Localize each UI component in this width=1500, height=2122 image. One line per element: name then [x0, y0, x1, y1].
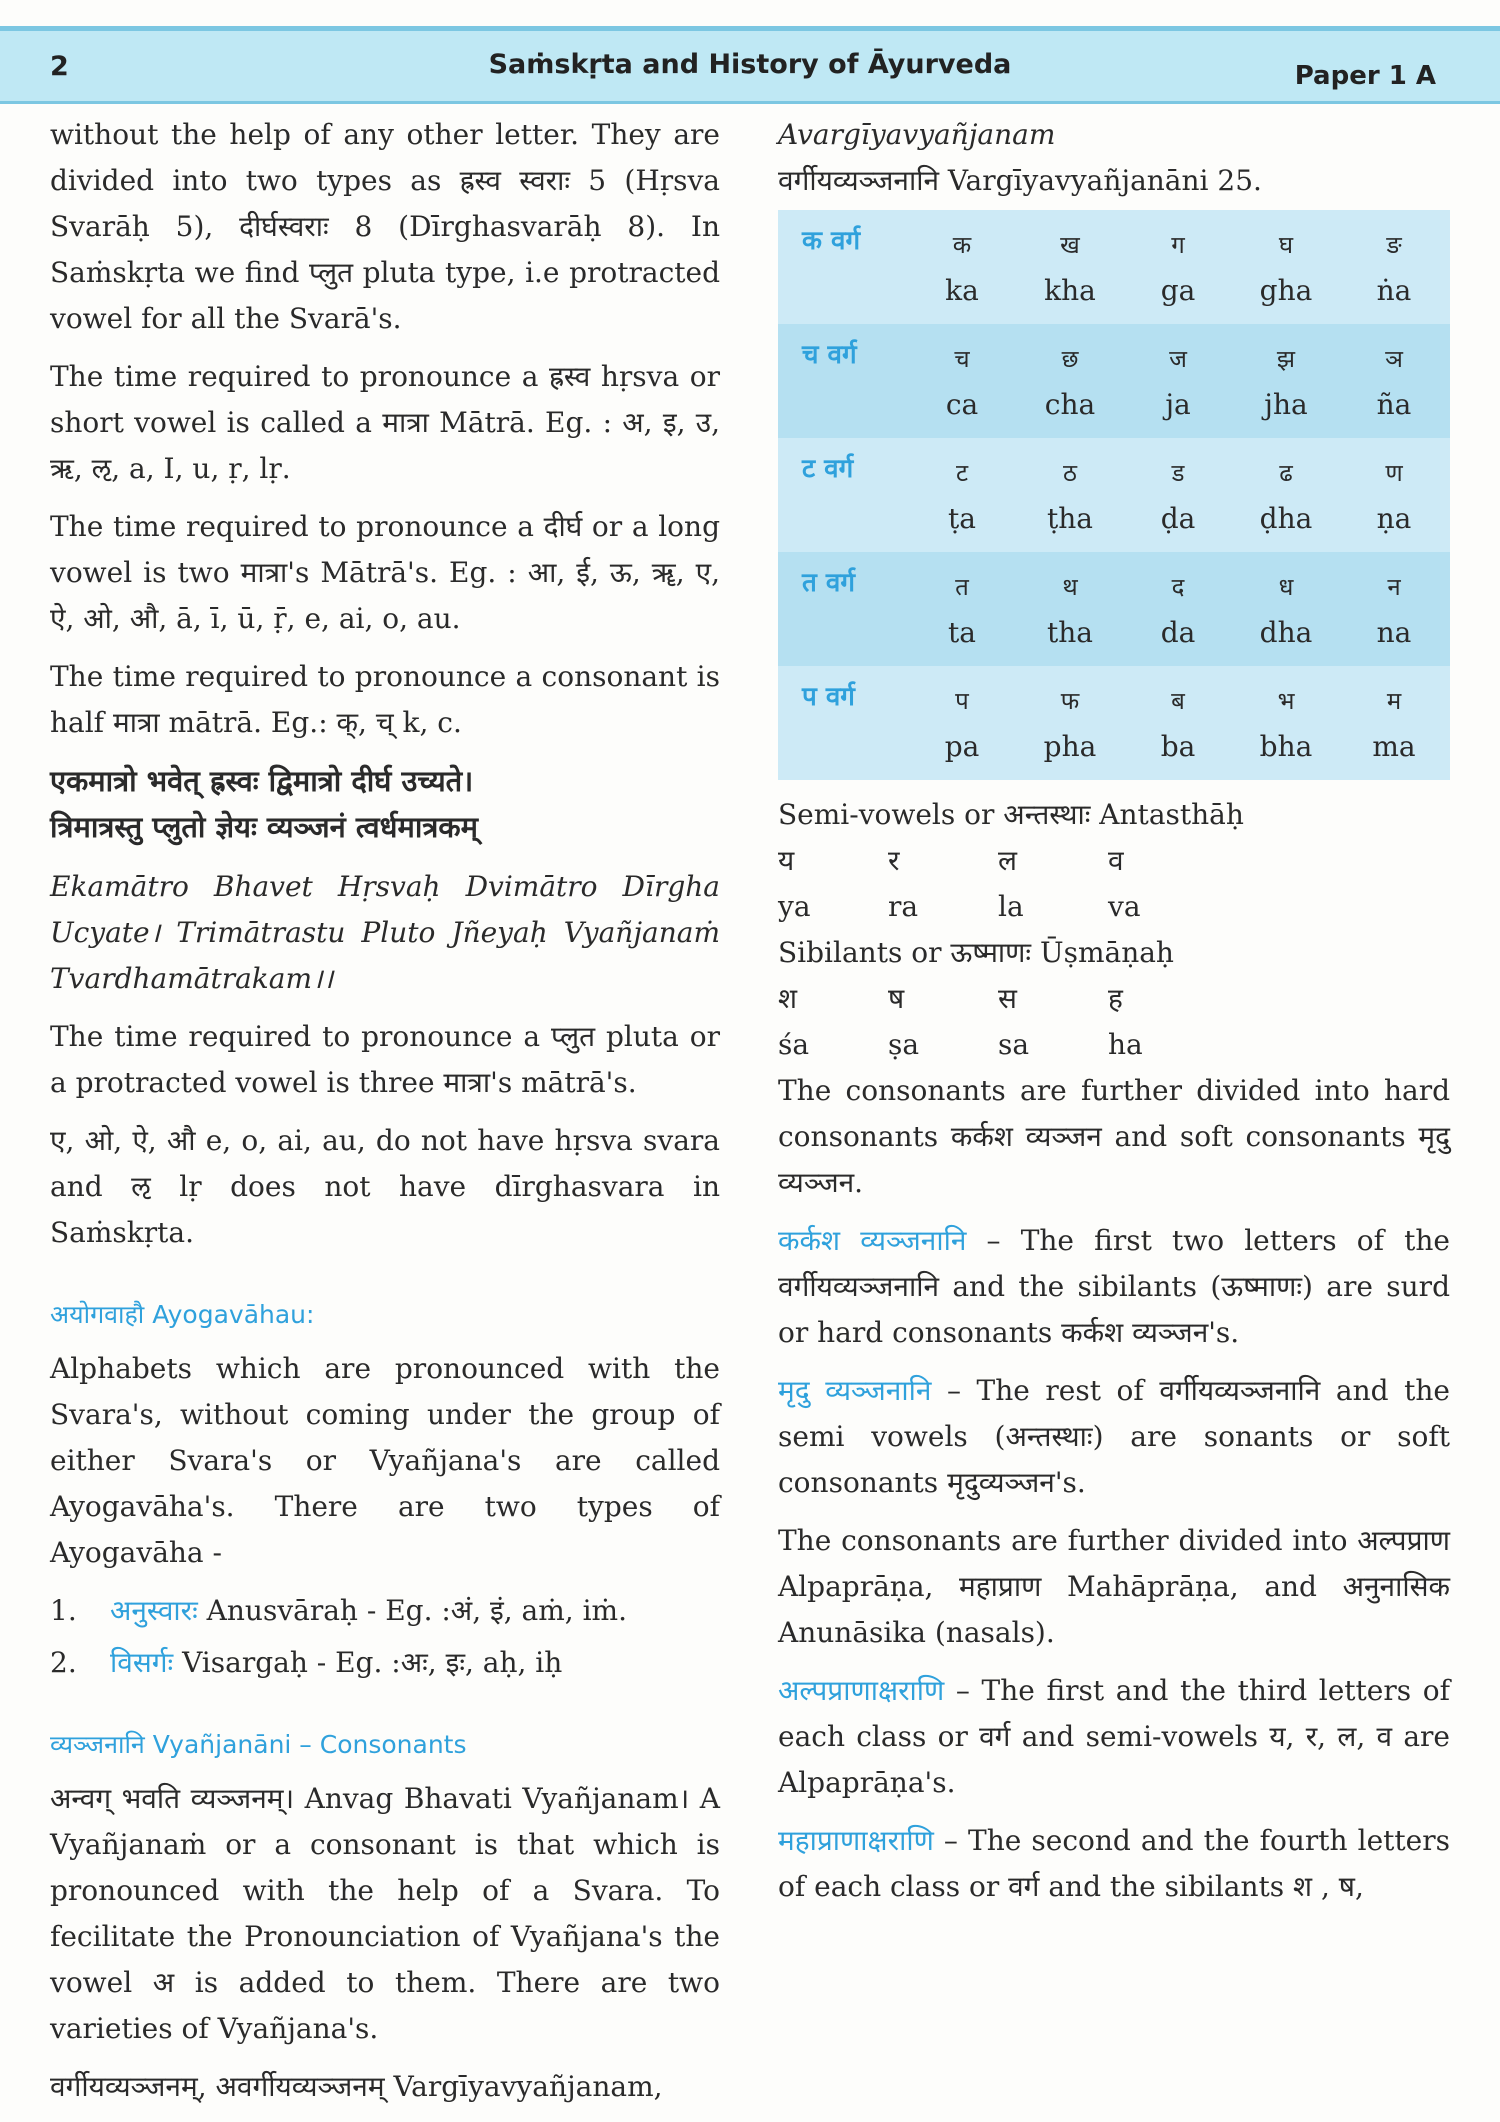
table-cell	[1124, 552, 1232, 666]
paragraph: Alphabets which are pronounced with the Svara's, without coming under the group of either Svara's or Vyañjana's are called Ayogavāha's. There are two types of Ayogavāha -	[50, 1352, 720, 1569]
roman-letter: ta	[948, 616, 976, 649]
paragraph: अन्वग् भवति व्यञ्जनम्। Anvag Bhavati Vyañjanam। A Vyañjanaṁ or a consonant is that which is pronounced with the help of a Svara. To fecilitate the Pronounciation of Vyañjana's the vowel अ is added to them. There are two varieties of Vyañjana's.	[50, 1782, 720, 2045]
table-cell	[1340, 438, 1448, 552]
dev-letter: ज	[1169, 345, 1187, 373]
dev-letter: प	[955, 687, 969, 715]
roman-letter: da	[1160, 616, 1196, 649]
roman-letter: bha	[1259, 730, 1313, 763]
left-column	[50, 112, 720, 2122]
item-text: Anusvāraḥ - Eg. :अं, इं, aṁ, iṁ.	[206, 1594, 628, 1627]
roman-letter: pha	[1043, 730, 1097, 763]
letter: la	[998, 890, 1024, 923]
dev-letter: ण	[1385, 459, 1403, 487]
item-text: Visargaḥ - Eg. :अः, इः, aḥ, iḥ	[182, 1646, 563, 1679]
term: कर्कश व्यञ्जनानि	[778, 1224, 967, 1257]
roman-letter: ḍha	[1259, 502, 1313, 535]
table-cell	[1124, 210, 1232, 324]
item-number: 1.	[50, 1594, 77, 1627]
table-cell	[1124, 666, 1232, 780]
table-row	[778, 324, 1450, 438]
paragraph: The consonants are further divided into hard consonants कर्कश व्यञ्जन and soft consonants मृदु व्यञ्जन.	[778, 1074, 1450, 1199]
page-number: 2	[50, 51, 69, 82]
text: – The rest of वर्गीयव्यञ्जनानि and the semi vowels (अन्तस्थाः) are sonants or soft consonants मृदुव्यञ्जन's.	[778, 1374, 1450, 1499]
paragraph: without the help of any other letter. They are divided into two types as ह्रस्व स्वराः 5 (Hṛsva Svarāḥ 5), दीर्घस्वराः 8 (Dīrghasvarāḥ 8). In Saṁskṛta we find प्लुत pluta type, i.e protracted vowel for all the Svarā's.	[50, 118, 720, 335]
dev-letter: ट	[955, 459, 969, 487]
table-cell	[908, 666, 1016, 780]
letter: ष	[888, 982, 905, 1015]
dev-letter: ढ	[1279, 459, 1293, 487]
dev-letter: ञ	[1385, 345, 1403, 373]
item-term: विसर्गः	[110, 1646, 174, 1679]
right-column	[778, 112, 1450, 1922]
table-cell	[908, 324, 1016, 438]
roman-letter: ña	[1376, 388, 1412, 421]
dev-letter: च	[954, 345, 970, 373]
verse	[50, 758, 720, 850]
letter: śa	[778, 1028, 810, 1061]
table-cell	[1232, 666, 1340, 780]
dev-letter: न	[1387, 573, 1401, 601]
roman-letter: ṭha	[1047, 502, 1093, 535]
roman-letter: ka	[945, 274, 979, 307]
roman-letter: ja	[1165, 388, 1191, 421]
varga-label: त वर्ग	[802, 568, 855, 598]
letter: श	[778, 982, 798, 1015]
roman-letter: dha	[1259, 616, 1313, 649]
letter: ल	[998, 844, 1017, 877]
roman-letter: cha	[1044, 388, 1096, 421]
text: – The first and the third letters of each class or वर्ग and semi-vowels य, र, ल, व are Alpaprāṇa's.	[778, 1674, 1450, 1799]
letter: व	[1108, 844, 1124, 877]
verse-transliteration: Ekamātro Bhavet Hṛsvaḥ Dvimātro Dīrgha Ucyate। Trimātrastu Pluto Jñeyaḥ Vyañjanaṁ Tvardhamātrakam।।	[50, 870, 720, 995]
sibilant-title: Sibilants or ऊष्माणः Ūṣmāṇaḥ	[778, 936, 1174, 969]
verse-line-1: एकमात्रो भवेत् ह्रस्वः द्विमात्रो दीर्घ उच्यते।	[50, 764, 474, 798]
table-cell	[1124, 438, 1232, 552]
list-item	[50, 1640, 720, 1686]
table-cell	[908, 552, 1016, 666]
paragraph: The time required to pronounce a ह्रस्व hṛsva or short vowel is called a मात्रा Mātrā. Eg. : अ, इ, उ, ऋ, ऌ, a, I, u, ṛ, lṛ.	[50, 360, 720, 485]
varga-label: क वर्ग	[802, 226, 861, 256]
dev-letter: द	[1171, 573, 1185, 601]
roman-letter: ga	[1160, 274, 1196, 307]
paragraph	[778, 1818, 1450, 1910]
table-row	[778, 552, 1450, 666]
roman-letter: ṭa	[948, 502, 976, 535]
dev-letter: ध	[1278, 573, 1294, 601]
dev-letter: थ	[1062, 573, 1078, 601]
paragraph	[778, 1668, 1450, 1806]
table-cell	[1016, 552, 1124, 666]
consonant-table	[778, 210, 1450, 780]
paragraph: The consonants are further divided into अल्पप्राण Alpaprāṇa, महाप्राण Mahāprāṇa, and अनुनासिक Anunāsika (nasals).	[778, 1524, 1450, 1649]
dev-letter: ड	[1171, 459, 1185, 487]
letter: य	[778, 844, 795, 877]
roman-letter: pa	[944, 730, 980, 763]
dev-letter: त	[955, 573, 969, 601]
table-row	[778, 210, 1450, 324]
dev-letter: घ	[1278, 231, 1294, 259]
sibilant-dev-row	[778, 976, 1450, 1022]
semivowel-title: Semi-vowels or अन्तस्थाः Antasthāḥ	[778, 798, 1244, 831]
term: मृदु व्यञ्जनानि	[778, 1374, 932, 1407]
book-title: Saṁskṛta and History of Āyurveda	[488, 49, 1012, 80]
paragraph	[778, 1218, 1450, 1356]
table-row	[778, 666, 1450, 780]
roman-letter: ma	[1372, 730, 1416, 763]
table-cell	[1016, 438, 1124, 552]
table-cell	[1232, 210, 1340, 324]
table-cell	[908, 438, 1016, 552]
verse-line-2: त्रिमात्रस्तु प्लुतो ज्ञेयः व्यञ्जनं त्वर्धमात्रकम्	[50, 810, 478, 844]
table-cell	[1016, 666, 1124, 780]
paragraph: The time required to pronounce a प्लुत pluta or a protracted vowel is three मात्रा's mātrā's.	[50, 1020, 720, 1099]
paragraph: The time required to pronounce a consonant is half मात्रा mātrā. Eg.: क्, च् k, c.	[50, 660, 720, 739]
letter: ह	[1108, 982, 1123, 1015]
semivowel-roman-row	[778, 884, 1450, 930]
line: Avargīyavyañjanam	[778, 118, 1056, 151]
text: – The first two letters of the वर्गीयव्यञ्जनानि and the sibilants (ऊष्माणः) are surd or hard consonants कर्कश व्यञ्जन's.	[778, 1224, 1450, 1349]
roman-letter: ṅa	[1376, 274, 1412, 307]
table-cell	[1016, 324, 1124, 438]
table-cell	[908, 210, 1016, 324]
letter: sa	[998, 1028, 1030, 1061]
table-cell	[1340, 552, 1448, 666]
letter: ya	[778, 890, 811, 923]
dev-letter: ख	[1060, 231, 1080, 259]
table-cell	[1232, 324, 1340, 438]
text: – The second and the fourth letters of each class or वर्ग and the sibilants श , ष,	[778, 1824, 1450, 1903]
item-term: अनुस्वारः	[110, 1594, 198, 1627]
roman-letter: tha	[1047, 616, 1093, 649]
varga-label: प वर्ग	[802, 682, 855, 712]
dev-letter: छ	[1061, 345, 1079, 373]
letter: ha	[1108, 1028, 1143, 1061]
table-row	[778, 438, 1450, 552]
paragraph: वर्गीयव्यञ्जनम्, अवर्गीयव्यञ्जनम् Vargīyavyañjanam,	[50, 2070, 663, 2103]
roman-letter: ḍa	[1160, 502, 1196, 535]
paragraph: ए, ओ, ऐ, औ e, o, ai, au, do not have hṛsva svara and ऌ lṛ does not have dīrghasvara in Saṁskṛta.	[50, 1124, 720, 1249]
varga-label: च वर्ग	[802, 340, 857, 370]
dev-letter: भ	[1277, 687, 1295, 715]
dev-letter: झ	[1276, 345, 1296, 373]
roman-letter: gha	[1259, 274, 1313, 307]
section-heading: अयोगवाहौ Ayogavāhau:	[50, 1300, 315, 1329]
term: अल्पप्राणाक्षराणि	[778, 1674, 945, 1707]
table-cell	[1232, 438, 1340, 552]
dev-letter: फ	[1060, 687, 1080, 715]
letter: va	[1108, 890, 1141, 923]
dev-letter: क	[952, 231, 972, 259]
roman-letter: kha	[1044, 274, 1096, 307]
paragraph	[778, 1368, 1450, 1506]
page-header	[0, 26, 1500, 104]
letter: ṣa	[888, 1028, 920, 1061]
roman-letter: jha	[1264, 388, 1308, 421]
letter: ra	[888, 890, 919, 923]
dev-letter: ठ	[1063, 459, 1077, 487]
term: महाप्राणाक्षराणि	[778, 1824, 934, 1857]
dev-letter: म	[1386, 687, 1402, 715]
letter: र	[888, 844, 900, 877]
dev-letter: ब	[1171, 687, 1185, 715]
table-cell	[1340, 666, 1448, 780]
roman-letter: ca	[945, 388, 979, 421]
line: वर्गीयव्यञ्जनानि Vargīyavyañjanāni 25.	[778, 164, 1262, 197]
sibilant-roman-row	[778, 1022, 1450, 1068]
paragraph: The time required to pronounce a दीर्घ or a long vowel is two मात्रा's Mātrā's. Eg. : आ, ई, ऊ, ॠ, ए, ऐ, ओ, औ, ā, ī, ū, ṝ, e, ai, o, au.	[50, 510, 720, 635]
roman-letter: ṇa	[1376, 502, 1412, 535]
roman-letter: na	[1376, 616, 1412, 649]
section-heading: व्यञ्जनानि Vyañjanāni – Consonants	[50, 1730, 467, 1759]
table-cell	[1340, 324, 1448, 438]
table-cell	[1124, 324, 1232, 438]
table-cell	[1232, 552, 1340, 666]
table-cell	[1340, 210, 1448, 324]
semivowel-dev-row	[778, 838, 1450, 884]
varga-label: ट वर्ग	[802, 454, 854, 484]
letter: स	[998, 982, 1017, 1015]
item-number: 2.	[50, 1646, 77, 1679]
paper-label: Paper 1 A	[1294, 61, 1436, 91]
dev-letter: ङ	[1386, 231, 1402, 259]
roman-letter: ba	[1160, 730, 1196, 763]
table-cell	[1016, 210, 1124, 324]
dev-letter: ग	[1171, 231, 1185, 259]
list-item	[50, 1588, 720, 1634]
